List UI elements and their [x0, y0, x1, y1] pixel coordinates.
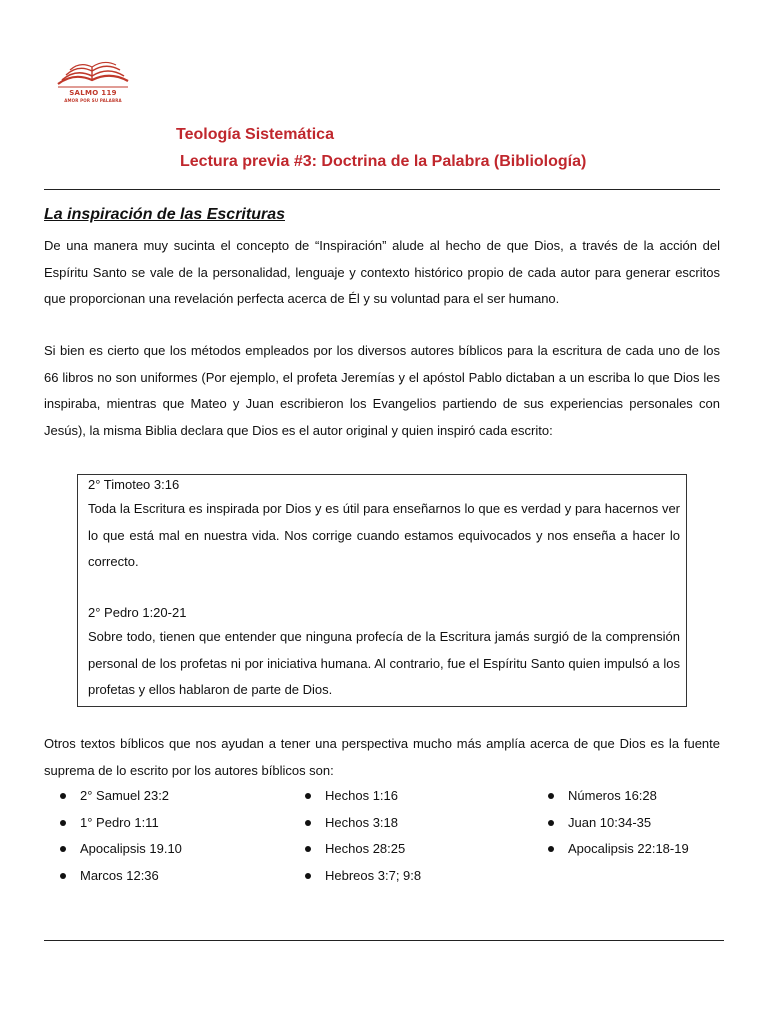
list-item [548, 836, 689, 863]
list-item [548, 810, 689, 837]
reference-label: Apocalipsis 19.10 [80, 841, 182, 856]
list-item [305, 836, 421, 863]
reference-list [60, 783, 700, 893]
list-item [60, 863, 182, 890]
reference-label: Marcos 12:36 [80, 867, 159, 883]
logo [52, 58, 134, 120]
reference-label: Hechos 1:16 [325, 788, 398, 803]
reference-label: Juan 10:34-35 [568, 814, 652, 830]
bullet-icon [548, 793, 554, 799]
bullet-icon [305, 793, 311, 799]
quote-box [77, 474, 687, 707]
paragraph-methods: Si bien es cierto que los métodos empleados por los diversos autores bíblicos para la escritura de cada uno de los 66 libros no son uniformes (Por ejemplo, el profeta Jeremías y el apóstol Pablo dictaban a un escriba lo que Dios les inspiraba, mientras que Mateo y Juan escribieron los Evangelios partiendo de sus experiencias personales con Jesús), la misma Biblia declara que Dios es el autor original y quien inspiró cada escrito: [44, 343, 720, 438]
reference-label: Hechos 28:25 [325, 841, 406, 856]
reference-label: Apocalipsis 22:18-19 [568, 841, 689, 856]
bullet-icon [60, 820, 66, 826]
quote-text: Sobre todo, tienen que entender que ninguna profecía de la Escritura jamás surgió de la comprensión personal de los profetas ni por iniciativa humana. Al contrario, fue el Espíritu Santo quien impulsó a los profetas y ellos hablaron de parte de Dios. [88, 629, 680, 697]
bullet-icon [305, 846, 311, 852]
reference-label: 1° Pedro 1:11 [80, 814, 159, 830]
reference-label: 2° Samuel 23:2 [80, 788, 170, 803]
bullet-icon [60, 793, 66, 799]
paragraph-inspiration-definition: De una manera muy sucinta el concepto de “Inspiración” alude al hecho de que Dios, a través de la acción del Espíritu Santo se vale de la personalidad, lenguaje y contexto histórico propio de cada autor para generar escritos que proporcionan una revelación perfecta acerca de Él y su voluntad para el ser humano. [44, 238, 720, 306]
quote-text: Toda la Escritura es inspirada por Dios y es útil para enseñarnos lo que es verdad y para hacernos ver lo que está mal en nuestra vida. Nos corrige cuando estamos equivocados y nos enseña a hacer lo correcto. [88, 501, 680, 569]
list-item [305, 863, 421, 890]
bullet-icon [60, 873, 66, 879]
bullet-icon [305, 873, 311, 879]
reference-column [60, 783, 182, 889]
logo-line-2: AMOR POR SU PALABRA [64, 98, 122, 103]
list-item [305, 783, 421, 810]
logo-line-1: SALMO 119 [69, 89, 117, 97]
open-bible-icon [52, 58, 134, 92]
reference-label: Hebreos 3:7; 9:8 [325, 867, 422, 883]
section-heading: La inspiración de las Escrituras [44, 206, 285, 223]
list-item [60, 836, 182, 863]
reference-column [548, 783, 689, 863]
bullet-icon [305, 820, 311, 826]
list-item [305, 810, 421, 837]
list-item [60, 810, 182, 837]
reference-label: Números 16:28 [568, 788, 657, 803]
reference-column [305, 783, 421, 889]
quote-reference: 2° Pedro 1:20-21 [88, 605, 187, 620]
document-title: Teología Sistemática [176, 126, 334, 143]
reference-label: Hechos 3:18 [325, 814, 398, 830]
list-item [548, 783, 689, 810]
bullet-icon [548, 820, 554, 826]
bullet-icon [60, 846, 66, 852]
paragraph-other-texts: Otros textos bíblicos que nos ayudan a tener una perspectiva mucho más amplía acerca de que Dios es la fuente suprema de lo escrito por los autores bíblicos son: [44, 736, 720, 778]
list-item [60, 783, 182, 810]
bullet-icon [548, 846, 554, 852]
quote-reference: 2° Timoteo 3:16 [88, 477, 180, 492]
document-subtitle: Lectura previa #3: Doctrina de la Palabra (Bibliología) [180, 153, 587, 170]
top-divider [44, 189, 720, 190]
bottom-divider [44, 940, 724, 941]
